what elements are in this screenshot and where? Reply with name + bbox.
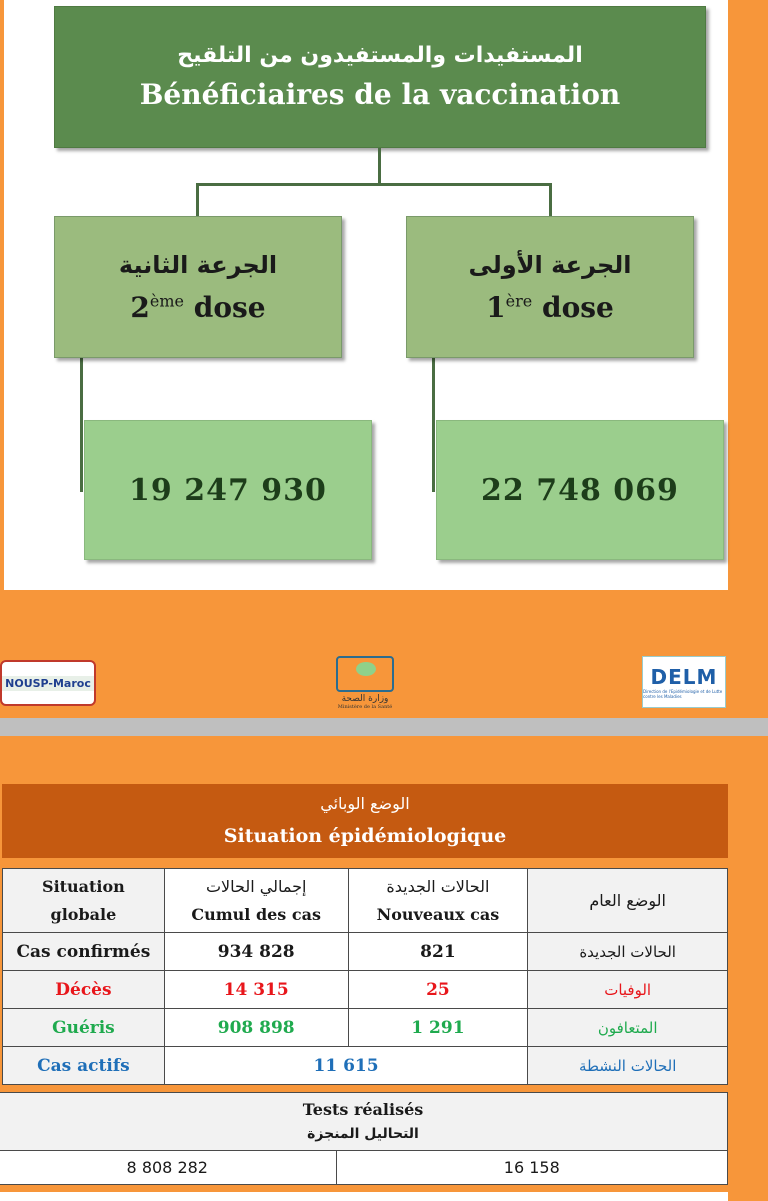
- nousp-logo: [0, 660, 96, 706]
- situation-table: [2, 868, 728, 1085]
- connector-right-drop: [549, 183, 552, 216]
- header-general-ar: الوضع العام: [528, 869, 728, 933]
- header-situation-globale: Situation globale: [3, 869, 165, 933]
- dose2-value: 19 247 930: [129, 472, 327, 508]
- delm-logo-text: DELM: [650, 665, 718, 689]
- vaccination-title-fr: Bénéficiaires de la vaccination: [139, 78, 621, 111]
- row-label-fr: Décès: [3, 971, 165, 1009]
- row-combined: 11 615: [164, 1047, 527, 1085]
- ministry-logo-fr: Ministère de la Santé: [337, 704, 393, 710]
- situation-title-fr: Situation épidémiologique: [223, 825, 507, 847]
- table-row: [3, 1009, 728, 1047]
- situation-header: [2, 784, 728, 858]
- vaccination-title-box: [54, 6, 706, 148]
- row-label-fr: Cas confirmés: [3, 933, 165, 971]
- ministry-logo-ar: وزارة الصحة: [341, 694, 389, 704]
- tests-header: [0, 1093, 728, 1151]
- dose1-value: 22 748 069: [481, 472, 679, 508]
- row-cumul: 908 898: [164, 1009, 348, 1047]
- delm-logo-sub: Direction de l'Epidémiologie et de Lutte contre les Maladies: [643, 689, 723, 699]
- situation-title-ar: الوضع الوبائي: [320, 794, 410, 813]
- row-label-ar: المتعافون: [528, 1009, 728, 1047]
- ministry-emblem-icon: [336, 656, 394, 692]
- connector-horizontal: [196, 183, 552, 186]
- connector-left-drop: [196, 183, 199, 216]
- dose1-label-ar: الجرعة الأولى: [468, 250, 632, 279]
- table-row: [3, 1047, 728, 1085]
- connector-vertical-top: [378, 148, 381, 184]
- row-label-ar: الوفيات: [528, 971, 728, 1009]
- row-new: 1 291: [348, 1009, 528, 1047]
- table-row: [3, 933, 728, 971]
- dose1-box: [406, 216, 694, 358]
- separator-bar: [0, 718, 768, 736]
- header-cumul: إجمالي الحالات Cumul des cas: [164, 869, 348, 933]
- row-new: 821: [348, 933, 528, 971]
- tests-table: [0, 1092, 728, 1185]
- connector-dose1-value: [432, 358, 435, 492]
- nousp-logo-text: NOUSP-Maroc: [2, 676, 94, 691]
- delm-logo: [642, 656, 726, 708]
- bottom-strip: [0, 1186, 768, 1201]
- situation-table-header: [3, 869, 728, 933]
- ministry-logo: [330, 648, 400, 718]
- tests-title-ar: التحاليل المنجزة: [307, 1125, 419, 1142]
- header-new: الحالات الجديدة Nouveaux cas: [348, 869, 528, 933]
- dose2-value-box: [84, 420, 372, 560]
- tests-title-fr: Tests réalisés: [302, 1099, 424, 1119]
- dose2-label-fr: 2ème dose: [130, 290, 266, 324]
- row-cumul: 934 828: [164, 933, 348, 971]
- dose2-label-ar: الجرعة الثانية: [118, 250, 278, 279]
- dose1-label-fr: 1ère dose: [486, 290, 614, 324]
- vaccination-title-ar: المستفيدات والمستفيدون من التلقيح: [177, 43, 583, 68]
- row-cumul: 14 315: [164, 971, 348, 1009]
- tests-new: 16 158: [336, 1151, 727, 1185]
- row-label-fr: Guéris: [3, 1009, 165, 1047]
- row-label-ar: الحالات النشطة: [528, 1047, 728, 1085]
- connector-dose2-value: [80, 358, 83, 492]
- row-label-ar: الحالات الجديدة: [528, 933, 728, 971]
- row-label-fr: Cas actifs: [3, 1047, 165, 1085]
- dose2-box: [54, 216, 342, 358]
- table-row: [3, 971, 728, 1009]
- row-new: 25: [348, 971, 528, 1009]
- dose1-value-box: [436, 420, 724, 560]
- tests-cumul: 8 808 282: [0, 1151, 336, 1185]
